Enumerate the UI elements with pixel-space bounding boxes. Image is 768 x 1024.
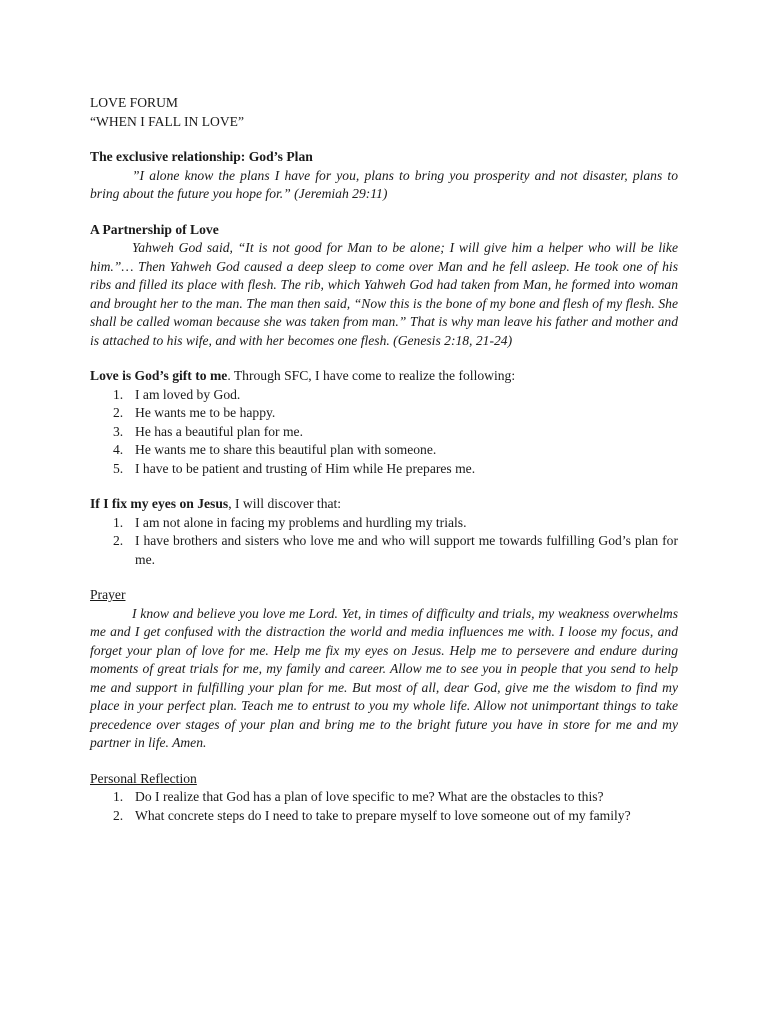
jesus-heading-bold: If I fix my eyes on Jesus — [90, 496, 229, 511]
list-item — [90, 460, 678, 479]
prayer-text: I know and believe you love me Lord. Yet, in times of difficulty and trials, my weakness overwhelms me and I get confused with the distraction the world and media influences me with. I loose my focus, and forget your plan of love for me. Help me fix my eyes on Jesus. Help me to persevere and endure during moments of great trials for me, my family and career. Allow me to see you in people that you send to help me and support in fulfilling your plan for me. But most of all, dear God, give me the wisdom to find my place in your perfect plan. Teach me to entrust to you my whole life. Allow not unimportant things to take precedence over stages of your plan and bring me to the bright future you have in store for me and my partner in life. Amen. — [90, 605, 678, 750]
section-heading-gods-plan: The exclusive relationship: God’s Plan — [90, 149, 313, 164]
list-text: I have to be patient and trusting of Him while He prepares me. — [135, 460, 476, 476]
document-subtitle: “WHEN I FALL IN LOVE” — [90, 113, 245, 129]
section-heading-gift — [90, 367, 678, 386]
section-heading-eyes-on-jesus — [90, 495, 678, 514]
document-title: LOVE FORUM — [90, 95, 178, 110]
list-number: 2. — [113, 533, 124, 548]
scripture-quote-jeremiah: ”I alone know the plans I have for you, plans to bring you prosperity and not disaster, plans to bring about the future you hope for.” (Jeremiah 29:11) — [90, 167, 678, 201]
list-text: I am loved by God. — [135, 386, 241, 402]
jesus-heading-rest: , I will discover that: — [228, 496, 342, 511]
list-number: 5. — [113, 460, 124, 476]
list-item — [90, 441, 678, 460]
reflection-list — [90, 788, 678, 825]
list-number: 2. — [113, 405, 124, 420]
list-item — [90, 404, 678, 423]
list-item — [90, 514, 678, 533]
list-text: I am not alone in facing my problems and hurdling my trials. — [135, 514, 467, 530]
list-number: 2. — [113, 807, 124, 823]
gift-list — [90, 386, 678, 479]
document-page — [90, 94, 678, 825]
reflection-heading: Personal Reflection — [90, 770, 197, 786]
scripture-quote-genesis: Yahweh God said, “It is not good for Man to be alone; I will give him a helper who will be like him.”… Then Yahweh God caused a deep sleep to come over Man and he fell asleep. He took one of his ribs and filled its place with flesh. The rib, which Yahweh God had taken from Man, he formed into woman and brought her to the man. The man then said, “Now this is the bone of my bone and flesh of my flesh. She shall be called woman because she was taken from man.” That is why man leave his father and mother and is attached to his wife, and with her becomes one flesh. (Genesis 2:18, 21-24) — [90, 240, 678, 348]
list-number: 4. — [113, 442, 124, 457]
gift-heading-rest: . Through SFC, I have come to realize the following: — [227, 368, 516, 383]
list-text: He has a beautiful plan for me. — [135, 423, 303, 439]
list-item — [90, 386, 678, 405]
list-text: He wants me to be happy. — [135, 405, 276, 420]
list-text: He wants me to share this beautiful plan with someone. — [135, 442, 437, 457]
list-text: What concrete steps do I need to take to prepare myself to love someone out of my family? — [135, 807, 631, 823]
list-number: 1. — [113, 386, 124, 402]
list-item — [90, 807, 678, 826]
list-text: Do I realize that God has a plan of love specific to me? What are the obstacles to this? — [135, 789, 604, 804]
list-number: 1. — [113, 514, 124, 530]
prayer-heading: Prayer — [90, 587, 126, 602]
gift-heading-bold: Love is God’s gift to me — [90, 368, 228, 383]
list-item — [90, 532, 678, 569]
list-text: I have brothers and sisters who love me and who will support me towards fulfilling God’s plan for me. — [135, 533, 678, 567]
jesus-list — [90, 514, 678, 570]
list-item — [90, 423, 678, 442]
list-number: 3. — [113, 423, 124, 439]
list-item — [90, 788, 678, 807]
section-heading-partnership: A Partnership of Love — [90, 221, 219, 237]
list-number: 1. — [113, 789, 124, 804]
